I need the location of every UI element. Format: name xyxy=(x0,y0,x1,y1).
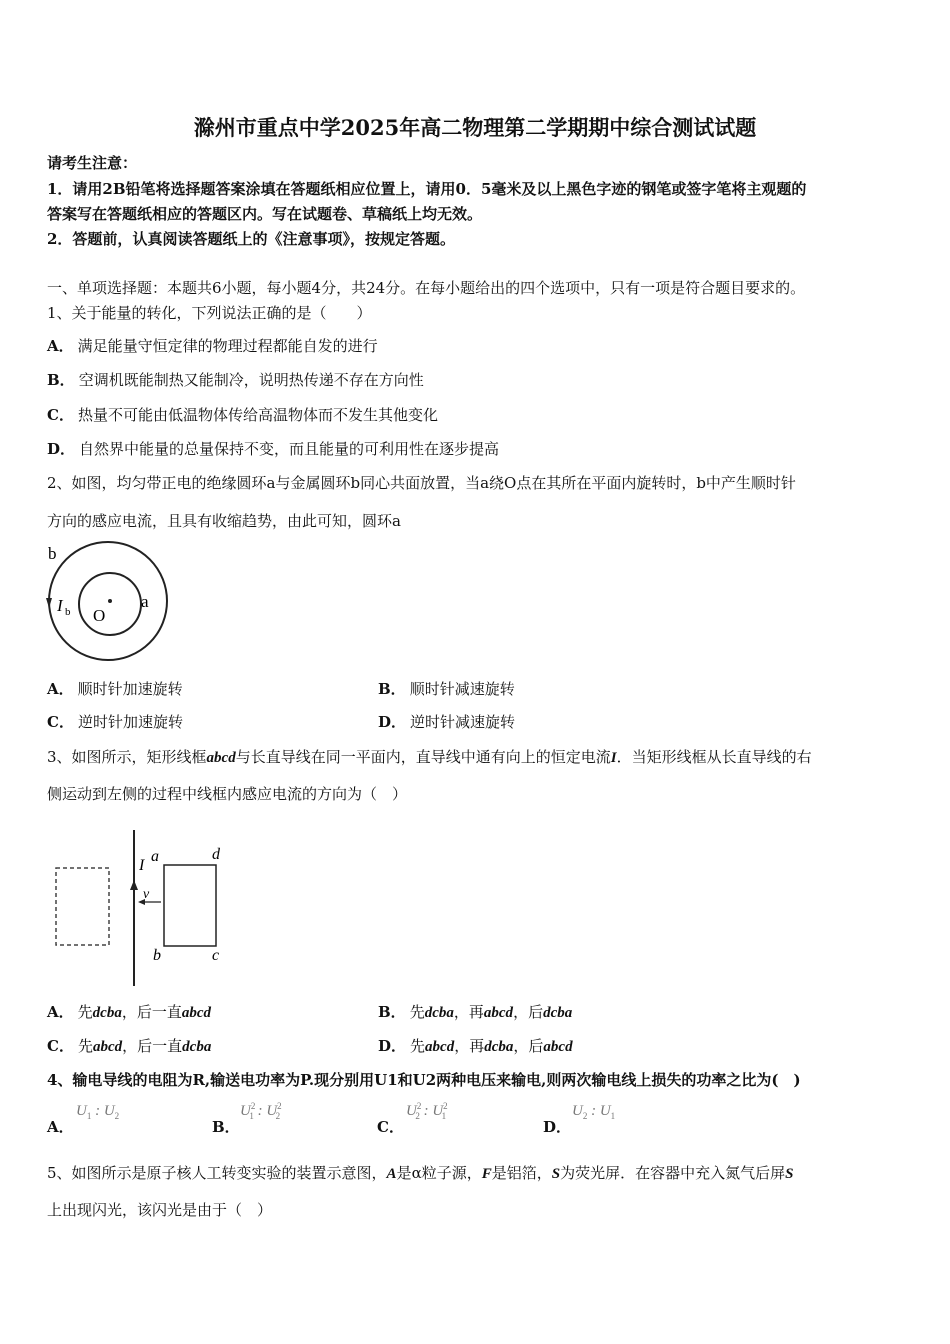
dashed-frame xyxy=(56,868,109,945)
inner-ring-a xyxy=(79,573,141,635)
label-o: O xyxy=(93,606,106,625)
q4-option-c-label: C． xyxy=(377,1118,404,1136)
q4-option-a-label: A． xyxy=(47,1118,74,1136)
current-arrow-icon xyxy=(46,598,52,608)
label-b: b xyxy=(153,947,161,964)
label-d: d xyxy=(212,846,220,863)
q2-option-d: D． 逆时针减速旋转 xyxy=(378,713,516,731)
q3-option-b: B． 先dcba，再abcd，后dcba xyxy=(378,1003,573,1021)
label-v: v xyxy=(143,887,150,902)
q3-stem-line-2: 侧运动到左侧的过程中线框内感应电流的方向为（ ） xyxy=(47,785,408,803)
q2-option-a: A． 顺时针加速旋转 xyxy=(47,680,183,698)
page-title: 滁州市重点中学2025年高二物理第二学期期中综合测试试题 xyxy=(193,115,757,140)
label-a: a xyxy=(151,848,159,865)
label-b: b xyxy=(48,544,57,563)
rect-frame-abcd xyxy=(164,865,216,946)
q2-option-b: B． 顺时针减速旋转 xyxy=(378,680,515,698)
q1-option-b: B． 空调机既能制热又能制冷，说明热传递不存在方向性 xyxy=(47,371,424,389)
center-dot xyxy=(108,599,112,603)
q4-option-d-label: D． xyxy=(543,1118,572,1136)
q1-option-c: C． 热量不可能由低温物体传给高温物体而不发生其他变化 xyxy=(47,406,438,424)
q3-option-d: D． 先abcd，再dcba，后abcd xyxy=(378,1037,573,1055)
q4-option-b-label: B． xyxy=(212,1118,240,1136)
q2-stem-line-2: 方向的感应电流，且具有收缩趋势，由此可知，圆环a xyxy=(47,512,401,530)
label-i: I xyxy=(139,857,145,874)
notice-line-1: 1．请用2B铅笔将选择题答案涂填在答题纸相应位置上，请用0．5毫米及以上黑色字迹的钢笔或签字笔将主观题的 xyxy=(47,180,807,198)
q4-option-b-formula: $U^2_1$ : $U^2_2$ xyxy=(240,1101,282,1121)
q4-option-c-formula: $U^2_2$ : $U^2_1$ xyxy=(406,1101,448,1121)
q2-option-c: C． 逆时针加速旋转 xyxy=(47,713,183,731)
current-up-arrow-icon xyxy=(130,880,138,890)
label-c: c xyxy=(212,947,220,964)
q3-wire-figure xyxy=(50,828,235,990)
q1-option-d: D． 自然界中能量的总量保持不变，而且能量的可利用性在逐步提高 xyxy=(47,440,500,458)
label-current: I xyxy=(57,596,63,615)
q4-option-d-formula: $U_2$ : $U_1$ xyxy=(572,1103,616,1121)
q2-stem-line-1: 2、如图，均匀带正电的绝缘圆环a与金属圆环b同心共面放置，当a绕O点在其所在平面内旋转时，b中产生顺时针 xyxy=(47,474,796,492)
section-heading: 一、单项选择题：本题共6小题，每小题4分，共24分。在每小题给出的四个选项中，只有一项是符合题目要求的。 xyxy=(47,279,806,297)
q3-option-a: A． 先dcba，后一直abcd xyxy=(47,1003,212,1021)
q2-rings-figure xyxy=(42,540,177,665)
notice-heading: 请考生注意： xyxy=(47,154,138,172)
notice-line-2: 答案写在答题纸相应的答题区内。写在试题卷、草稿纸上均无效。 xyxy=(47,205,483,223)
q4-stem: 4、输电导线的电阻为R,输送电功率为P.现分别用U1和U2两种电压来输电,则两次输电线上损失的功率之比为( ) xyxy=(47,1071,801,1089)
label-current-sub: b xyxy=(65,606,71,618)
q4-option-a-formula: $U_1$ : $U_2$ xyxy=(76,1103,120,1121)
notice-line-3: 2．答题前，认真阅读答题纸上的《注意事项》，按规定答题。 xyxy=(47,230,455,248)
q3-stem-line-1: 3、如图所示，矩形线框abcd与长直导线在同一平面内，直导线中通有向上的恒定电流I．当矩形线框从长直导线的右 xyxy=(47,748,812,766)
q1-stem: 1、关于能量的转化，下列说法正确的是（ ） xyxy=(47,304,372,322)
q3-option-c: C． 先abcd，后一直dcba xyxy=(47,1037,212,1055)
label-a: a xyxy=(141,592,149,611)
q5-stem-line-2: 上出现闪光，该闪光是由于（ ） xyxy=(47,1201,273,1219)
q5-stem-line-1: 5、如图所示是原子核人工转变实验的装置示意图，A是α粒子源，F是铝箔，S为荧光屏．在容器中充入氮气后屏S xyxy=(47,1164,794,1182)
q1-option-a: A． 满足能量守恒定律的物理过程都能自发的进行 xyxy=(47,337,378,355)
